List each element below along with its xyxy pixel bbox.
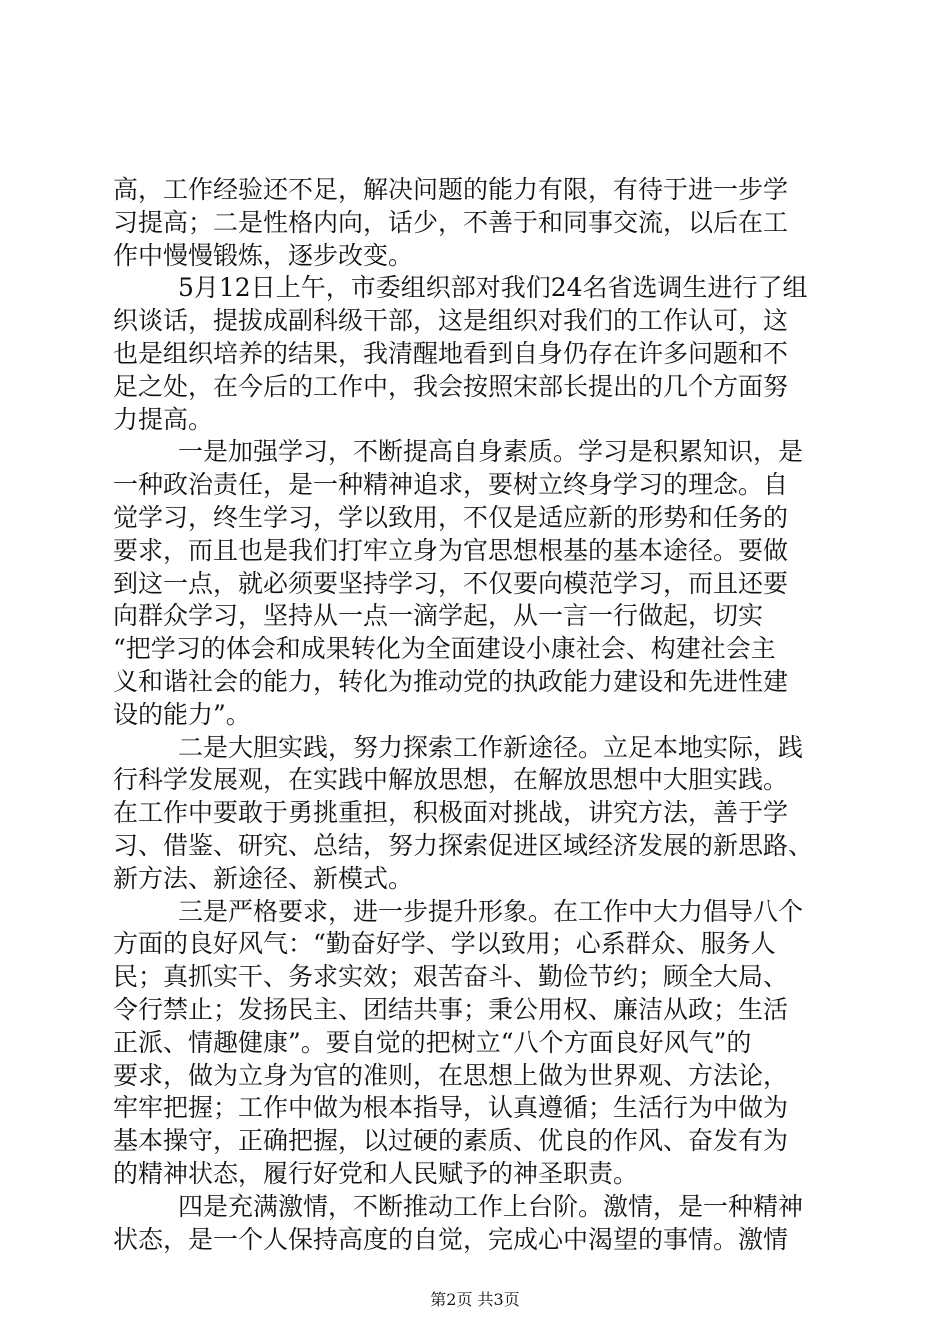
body-line: 要求，做为立身为官的准则，在思想上做为世界观、方法论， [113, 1061, 789, 1090]
body-line: 方面的良好风气：“勤奋好学、学以致用；心系群众、服务人 [113, 929, 776, 958]
body-line: 一种政治责任，是一种精神追求，要树立终身学习的理念。自 [113, 470, 789, 499]
paragraph-first-line: 四是充满激情，不断推动工作上台阶。激情，是一种精神 [178, 1192, 804, 1221]
body-line: 作中慢慢锻炼，逐步改变。 [113, 241, 414, 270]
body-line: 高，工作经验还不足，解决问题的能力有限，有待于进一步学 [113, 175, 789, 204]
body-line: 足之处，在今后的工作中，我会按照宋部长提出的几个方面努 [113, 372, 789, 401]
body-line: “把学习的体会和成果转化为全面建设小康社会、构建社会主 [113, 634, 776, 663]
body-line: 的精神状态，履行好党和人民赋予的神圣职责。 [113, 1159, 639, 1188]
paragraph-first-line: 5月12日上午，市委组织部对我们24名省选调生进行了组 [178, 273, 808, 302]
body-line: 义和谐社会的能力，转化为推动党的执政能力建设和先进性建 [113, 667, 789, 696]
body-line: 觉学习，终生学习，学以致用，不仅是适应新的形势和任务的 [113, 503, 789, 532]
body-line: 新方法、新途径、新模式。 [113, 864, 414, 893]
body-line: 基本操守，正确把握，以过硬的素质、优良的作风、奋发有为 [113, 1126, 789, 1155]
page-footer: 第2页 共3页 [430, 1290, 520, 1309]
body-line: 习提高；二是性格内向，话少，不善于和同事交流，以后在工 [113, 208, 789, 237]
body-line: 向群众学习，坚持从一点一滴学起，从一言一行做起，切实 [113, 601, 764, 630]
paragraph-first-line: 一是加强学习，不断提高自身素质。学习是积累知识，是 [178, 437, 804, 466]
body-line: 习、借鉴、研究、总结，努力探索促进区域经济发展的新思路、 [113, 831, 814, 860]
body-line: 到这一点，就必须要坚持学习，不仅要向模范学习，而且还要 [113, 569, 789, 598]
body-line: 要求，而且也是我们打牢立身为官思想根基的基本途径。要做 [113, 536, 789, 565]
paragraph-first-line: 二是大胆实践，努力探索工作新途径。立足本地实际，践 [178, 733, 804, 762]
body-line: 织谈话，提拔成副科级干部，这是组织对我们的工作认可，这 [113, 306, 789, 335]
body-line: 民；真抓实干、务求实效；艰苦奋斗、勤俭节约；顾全大局、 [113, 962, 789, 991]
body-line: 力提高。 [113, 405, 214, 434]
body-line: 设的能力”。 [113, 700, 251, 729]
paragraph-first-line: 三是严格要求，进一步提升形象。在工作中大力倡导八个 [178, 897, 804, 926]
body-line: 状态，是一个人保持高度的自觉，完成心中渴望的事情。激情 [113, 1225, 789, 1254]
body-line: 令行禁止；发扬民主、团结共事；秉公用权、廉洁从政；生活 [113, 995, 789, 1024]
body-line: 在工作中要敢于勇挑重担，积极面对挑战，讲究方法，善于学 [113, 798, 789, 827]
body-line: 正派、情趣健康”。要自觉的把树立“八个方面良好风气”的 [113, 1028, 752, 1057]
body-line: 行科学发展观，在实践中解放思想，在解放思想中大胆实践。 [113, 765, 789, 794]
body-line: 也是组织培养的结果，我清醒地看到自身仍存在许多问题和不 [113, 339, 789, 368]
body-line: 牢牢把握；工作中做为根本指导，认真遵循；生活行为中做为 [113, 1093, 789, 1122]
